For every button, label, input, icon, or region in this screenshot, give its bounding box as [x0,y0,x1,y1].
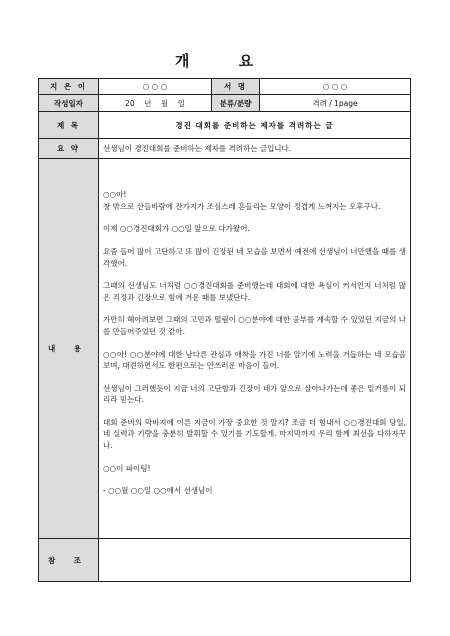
content-row [39,159,411,539]
date-label: 작성일자 [39,95,99,112]
subject-label: 제 목 [39,112,99,139]
summary-form [38,78,411,582]
content-paragraph: 가만히 헤아려보면 그때의 고민과 떨림이 ○○분야에 대한 공부를 계속할 수 있었던 지금의 나를 만들어주었던 것 같아. [103,315,406,336]
content-paragraph: 이제 ○○경진대회가 ○○일 앞으로 다가왔어. [103,224,250,234]
content-label: 내 용 [39,159,99,539]
content-paragraph: ○○아! ○○분야에 대한 남다른 관심과 애착을 가진 너를 알기에 노력을 거듭하는 네 모습을 보며, 대견하면서도 한편으로는 안쓰러운 마음이 들어. [103,349,406,371]
subject-value[interactable]: 경진 대회를 준비하는 제자를 격려하는 글 [99,112,411,139]
date-row [39,95,411,112]
category-value[interactable]: 격려 / 1page [260,95,411,112]
reference-row [39,539,411,582]
reference-label: 참 조 [39,539,99,582]
summary-row [39,139,411,159]
content-paragraph: ○○아! 창 밖으로 산들바람에 잔가지가 조심스레 흔들리는 모양이 정겹게 느껴지는 오후구나. [103,190,381,211]
signature-value[interactable]: ○ ○ ○ [260,79,411,95]
content-paragraph: - ○○월 ○○일 ○○에서 선생님이 [103,486,213,496]
author-label: 지 은 이 [39,79,99,95]
signature-label: 서 명 [212,79,260,95]
author-row [39,79,411,95]
subject-row [39,112,411,139]
content-paragraph: ○○이 파이팅! [103,463,151,473]
category-label: 분류/분량 [212,95,260,112]
content-paragraph: 그때의 선생님도 너처럼 ○○경진대회를 준비했는데 대회에 대한 욕심이 커서인지 너처럼 많은 걱정과 긴장으로 힘에 겨운 때를 보냈단다. [103,281,406,302]
summary-label: 요 약 [39,139,99,159]
reference-value[interactable] [99,539,411,582]
content-body[interactable] [99,159,411,539]
content-paragraph: 대회 준비의 막바지에 이른 지금이 가장 중요한 것 알지? 조금 더 힘내서 ○○경진대회 당일, 네 실력과 기량을 충분히 발휘할 수 있기를 기도할게. 마지막까지 우리 함께 최선을 다하자꾸나. [103,417,406,451]
author-value[interactable]: ○ ○ ○ [99,79,212,95]
page-title: 개 요 [174,52,276,70]
summary-value[interactable]: 선생님이 경진대회를 준비하는 제자를 격려하는 글입니다. [99,139,411,159]
content-paragraph: 선생님이 그러했듯이 지금 너의 고단함과 긴장이 네가 앞으로 살아나가는데 좋은 밑거름이 되리라 믿는다. [103,383,406,405]
date-value[interactable]: 20 년 월 일 [99,95,212,112]
content-paragraph: 요즘 들어 많이 고단하고 또 많이 긴장된 네 모습을 보면서 예전에 선생님이 너만했을 때를 생각했어. [103,246,406,268]
